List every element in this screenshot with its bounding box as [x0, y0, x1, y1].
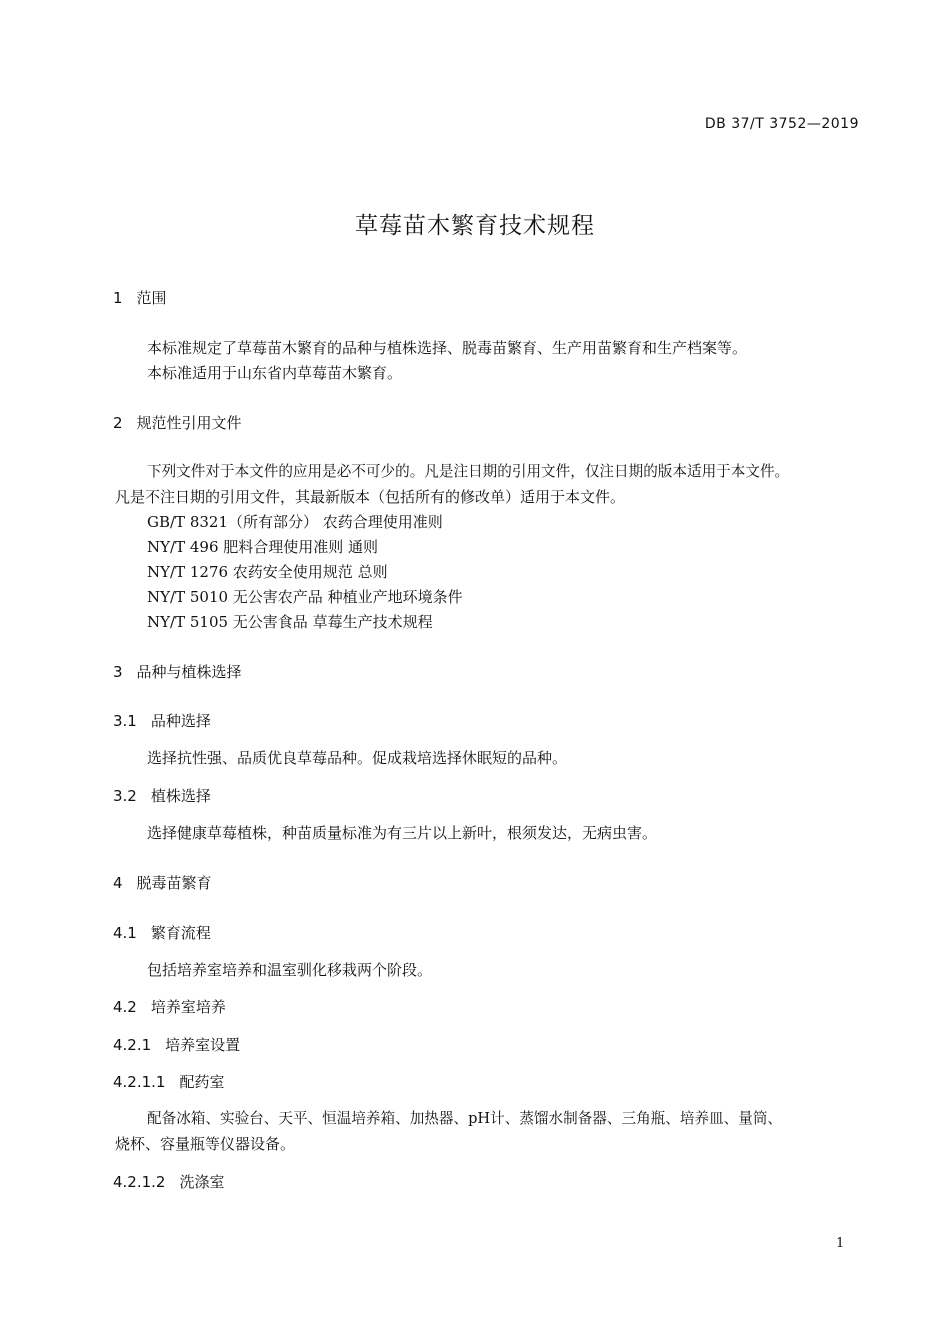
standard-code: DB 37/T 3752—2019: [704, 116, 859, 132]
section-title: 品种与植株选择: [136, 663, 242, 681]
reference-item: NY/T 1276 农药安全使用规范 总则: [147, 563, 388, 581]
reference-item: GB/T 8321（所有部分） 农药合理使用准则: [147, 513, 443, 531]
section-title: 品种选择: [150, 712, 211, 730]
section-number: 4.2.1.1: [113, 1073, 166, 1091]
paragraph: 本标准适用于山东省内草莓苗木繁育。: [147, 364, 403, 382]
section-title: 繁育流程: [150, 924, 211, 942]
section-number: 4.2.1: [113, 1036, 152, 1054]
paragraph: 选择健康草莓植株，种苗质量标准为有三片以上新叶，根须发达，无病虫害。: [147, 824, 658, 842]
section-heading-4-1: [113, 923, 211, 943]
paragraph: 包括培养室培养和温室驯化移栽两个阶段。: [147, 961, 433, 979]
section-title: 培养室培养: [150, 998, 226, 1016]
section-number: 4.2: [113, 998, 137, 1016]
section-number: 4.2.1.2: [113, 1173, 166, 1191]
section-heading-4-2-1: [113, 1035, 240, 1055]
paragraph: 凡是不注日期的引用文件，其最新版本（包括所有的修改单）适用于本文件。: [115, 488, 626, 506]
section-heading-4: [113, 873, 212, 893]
reference-item: NY/T 5105 无公害食品 草莓生产技术规程: [147, 613, 433, 631]
section-number: 3: [113, 663, 123, 681]
section-title: 脱毒苗繁育: [136, 874, 212, 892]
section-number: 3.2: [113, 787, 137, 805]
section-title: 培养室设置: [165, 1036, 241, 1054]
section-heading-2: [113, 413, 242, 433]
section-heading-3: [113, 662, 242, 682]
paragraph: 选择抗性强、品质优良草莓品种。促成栽培选择休眠短的品种。: [147, 749, 568, 767]
section-number: 3.1: [113, 712, 137, 730]
document-title: 草莓苗木繁育技术规程: [355, 213, 595, 239]
section-heading-4-2: [113, 997, 226, 1017]
section-heading-4-2-1-2: [113, 1172, 225, 1192]
section-title: 洗涤室: [179, 1173, 225, 1191]
section-number: 4.1: [113, 924, 137, 942]
section-title: 规范性引用文件: [136, 414, 242, 432]
section-heading-3-1: [113, 711, 211, 731]
section-number: 4: [113, 874, 123, 892]
paragraph: 烧杯、容量瓶等仪器设备。: [115, 1135, 296, 1153]
section-title: 配药室: [179, 1073, 225, 1091]
reference-item: NY/T 496 肥料合理使用准则 通则: [147, 538, 379, 556]
paragraph: 配备冰箱、实验台、天平、恒温培养箱、加热器、pH计、蒸馏水制备器、三角瓶、培养皿、量筒、: [147, 1110, 783, 1127]
section-title: 范围: [136, 289, 167, 307]
paragraph: 下列文件对于本文件的应用是必不可少的。凡是注日期的引用文件，仅注日期的版本适用于本文件。: [147, 463, 790, 480]
paragraph: 本标准规定了草莓苗木繁育的品种与植株选择、脱毒苗繁育、生产用苗繁育和生产档案等。: [147, 339, 748, 357]
reference-item: NY/T 5010 无公害农产品 种植业产地环境条件: [147, 588, 463, 606]
section-number: 2: [113, 414, 123, 432]
section-title: 植株选择: [150, 787, 211, 805]
section-number: 1: [113, 289, 123, 307]
section-heading-4-2-1-1: [113, 1072, 225, 1092]
section-heading-3-2: [113, 786, 211, 806]
page-number: 1: [836, 1236, 845, 1251]
section-heading-1: [113, 288, 167, 308]
